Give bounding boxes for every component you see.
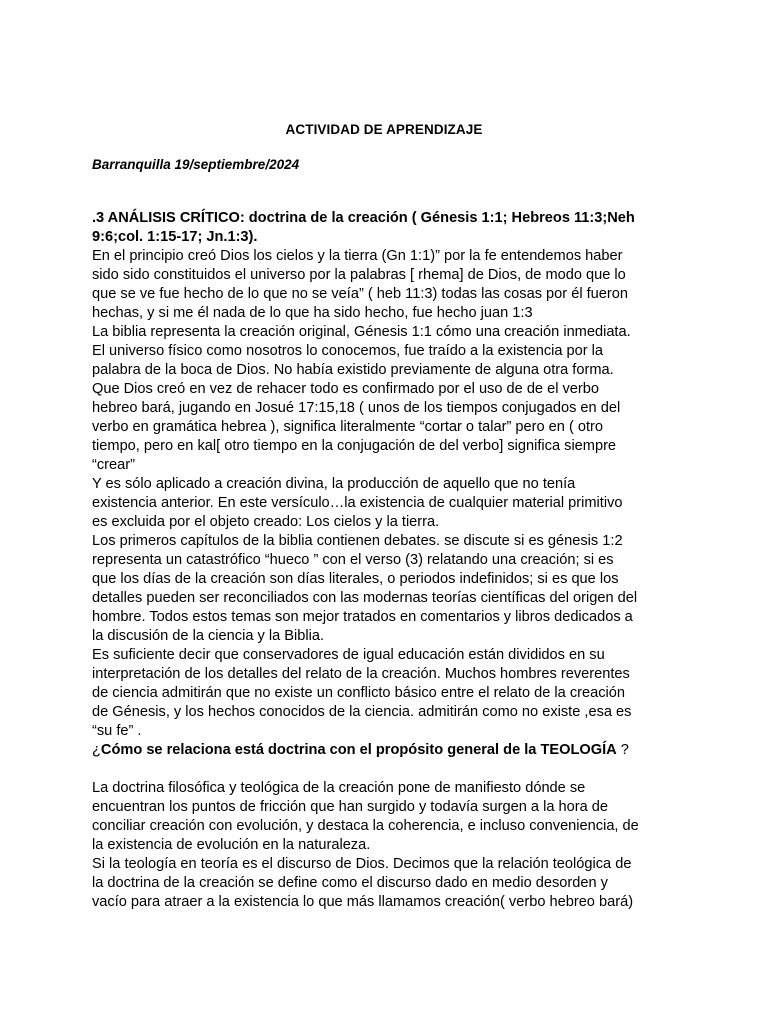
text-line: detalles pueden ser reconciliados con las modernas teorías científicas del origen del (92, 590, 638, 606)
place-date: Barranquilla 19/septiembre/2024 (92, 157, 300, 172)
question-suffix: ? (616, 742, 629, 758)
text-line: sido sido constituidos el universo por la palabras [ rhema] de Dios, de modo que lo (92, 267, 626, 283)
text-line: es excluida por el objeto creado: Los cielos y la tierra. (92, 514, 440, 530)
text-line: “crear” (92, 457, 135, 473)
text-line: Los primeros capítulos de la biblia contienen debates. se discute si es génesis 1:2 (92, 533, 623, 549)
document-body (92, 209, 682, 912)
text-line: existencia anterior. En este versículo…la existencia de cualquier material primitivo (92, 495, 623, 511)
text-line: representa un catastrófico “hueco ” con el verso (3) relatando una creación; si es (92, 552, 614, 568)
text-line: Y es sólo aplicado a creación divina, la producción de aquello que no tenía (92, 476, 576, 492)
text-line: de ciencia admitirán que no existe un conflicto básico entre el relato de la creación (92, 685, 625, 701)
text-line: vacío para atraer a la existencia lo que más llamamos creación( verbo hebreo bará) (92, 894, 634, 910)
text-line: encuentran los puntos de fricción que han surgido y todavía surgen a la hora de (92, 799, 608, 815)
question-text: Cómo se relaciona está doctrina con el propósito general de la TEOLOGÍA (100, 742, 617, 758)
text-line: hombre. Todos estos temas son mejor tratados en comentarios y libros dedicados a (92, 609, 633, 625)
text-line: la existencia de evolución en la naturaleza. (92, 837, 371, 853)
text-line: que se ve fue hecho de lo que no se veía” ( heb 11:3) todas las cosas por él fueron (92, 286, 628, 302)
heading-line: 9:6;col. 1:15-17; Jn.1:3). (92, 229, 258, 245)
paragraph-gap (92, 760, 682, 779)
text-line: la discusión de la ciencia y la Biblia. (92, 628, 325, 644)
text-line: En el principio creó Dios los cielos y la tierra (Gn 1:1)” por la fe entendemos haber (92, 248, 623, 264)
text-line: “su fe” . (92, 723, 142, 739)
heading-line: .3 ANÁLISIS CRÍTICO: doctrina de la creación ( Génesis 1:1; Hebreos 11:3;Neh (92, 210, 635, 226)
text-line: Si la teología en teoría es el discurso de Dios. Decimos que la relación teológica de (92, 856, 632, 872)
text-line: que los días de la creación son días literales, o periodos indefinidos; si es que los (92, 571, 619, 587)
text-line: El universo físico como nosotros lo conocemos, fue traído a la existencia por la (92, 343, 604, 359)
analysis-paragraphs (92, 247, 682, 741)
text-line: interpretación de los detalles del relato de la creación. Muchos hombres reverentes (92, 666, 630, 682)
document-title: ACTIVIDAD DE APRENDIZAJE (285, 122, 483, 137)
question-prefix: ¿ (92, 742, 101, 758)
text-line: verbo en gramática hebrea ), significa literalmente “cortar o talar” pero en ( otro (92, 419, 604, 435)
text-line: palabra de la boca de Dios. No había existido previamente de alguna otra forma. (92, 362, 614, 378)
question-line (92, 741, 682, 760)
text-line: La biblia representa la creación original, Génesis 1:1 cómo una creación inmediata. (92, 324, 631, 340)
text-line: la doctrina de la creación se define como el discurso dado en medio desorden y (92, 875, 608, 891)
text-line: de Génesis, y los hechos conocidos de la ciencia. admitirán como no existe ,esa es (92, 704, 632, 720)
section-heading (92, 209, 682, 247)
text-line: Que Dios creó en vez de rehacer todo es confirmado por el uso de de el verbo (92, 381, 600, 397)
text-line: La doctrina filosófica y teológica de la creación pone de manifiesto dónde se (92, 780, 586, 796)
answer-paragraphs (92, 779, 682, 912)
text-line: Es suficiente decir que conservadores de igual educación están divididos en su (92, 647, 605, 663)
text-line: hebreo bará, jugando en Josué 17:15,18 ( unos de los tiempos conjugados en del (92, 400, 621, 416)
text-line: hechas, y si me él nada de lo que ha sido hecho, fue hecho juan 1:3 (92, 305, 533, 321)
text-line: tiempo, pero en kal[ otro tiempo en la conjugación de del verbo] significa siempre (92, 438, 617, 454)
text-line: conciliar creación con evolución, y destaca la coherencia, e incluso conveniencia, de (92, 818, 639, 834)
